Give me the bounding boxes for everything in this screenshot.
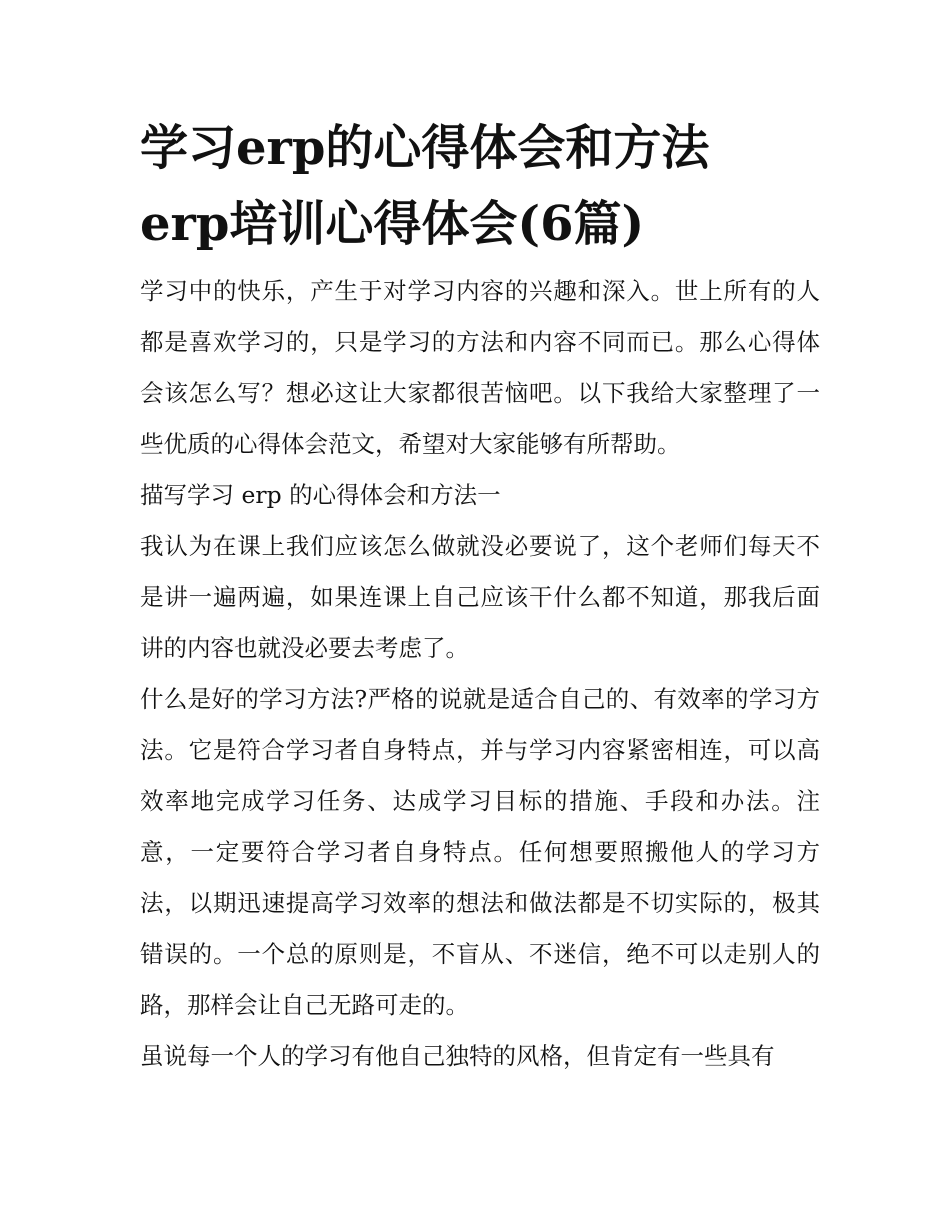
title-line-2: erp培训心得体会(6篇): [140, 196, 645, 252]
document-title: [140, 110, 820, 262]
document-body: [140, 266, 820, 1082]
document-content: [140, 110, 820, 1082]
body-paragraph: 我认为在课上我们应该怎么做就没必要说了，这个老师们每天不是讲一遍两遍，如果连课上自己应该干什么都不知道，那我后面讲的内容也就没必要去考虑了。: [140, 532, 820, 662]
section-heading: 描写学习 erp 的心得体会和方法一: [140, 481, 501, 509]
body-paragraph: 虽说每一个人的学习有他自己独特的风格，但肯定有一些具有: [140, 1042, 775, 1070]
intro-paragraph: 学习中的快乐，产生于对学习内容的兴趣和深入。世上所有的人都是喜欢学习的，只是学习的方法和内容不同而已。那么心得体会该怎么写？想必这让大家都很苦恼吧。以下我给大家整理了一些优质的心得体会范文，希望对大家能够有所帮助。: [140, 277, 820, 458]
title-line-1: 学习erp的心得体会和方法: [140, 120, 710, 176]
body-paragraph: 什么是好的学习方法?严格的说就是适合自己的、有效率的学习方法。它是符合学习者自身特点，并与学习内容紧密相连，可以高效率地完成学习任务、达成学习目标的措施、手段和办法。注意，一定要符合学习者自身特点。任何想要照搬他人的学习方法，以期迅速提高学习效率的想法和做法都是不切实际的，极其错误的。一个总的原则是，不盲从、不迷信，绝不可以走别人的路，那样会让自己无路可走的。: [140, 685, 820, 1019]
